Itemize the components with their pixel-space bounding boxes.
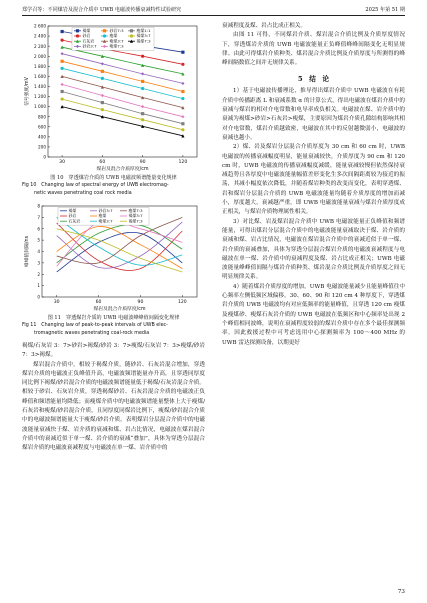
data-point	[60, 97, 63, 100]
y-tick-label: 1 000	[34, 104, 46, 110]
figure-11-caption-en1: Fig 11 Changing law of peak-to-peak intervals of UWB elec-	[22, 323, 168, 328]
data-point	[181, 115, 184, 118]
data-point	[181, 82, 184, 85]
data-point	[60, 60, 63, 63]
left-paragraph: 褐煤/石灰岩 3：7>砂岩>褐煤/砂岩 3：7>瘦煤/石灰岩 7：3>瘦煤/砂岩 7：3>褐煤。	[22, 343, 205, 359]
data-point	[181, 51, 184, 54]
conclusion-item: 2）煤、岩及煤岩分层混合介质厚度为 30 cm 和 60 cm 时，UWB 电磁波的传播衰减幅度明显，能量衰减较快，介质厚度为 90 cm 和 120 cm 时，UWB 电磁波的传播衰减幅度减缓，能量衰减较慢但依然保持衰减趋势且各厚度中电磁波能量幅值差形变化生多次间隔距离较为接近的振荡，其减小幅度依次降低，并随着煤岩种类的改变而变化，表明穿透煤、岩和煤岩分层混合介质的 UWB 电磁波能量均随着介质厚度的增加而减小，厚度越大，衰减越严重，即 UWB 电磁波能量衰减与煤岩介质厚度成正相关，与煤岩介质物理属性相关。	[222, 144, 405, 216]
legend-label: 砂岩3:7	[82, 43, 97, 49]
data-point	[60, 30, 63, 33]
legend-label: 瘦煤7:3	[109, 43, 124, 49]
series-line	[62, 107, 183, 136]
y-tick-label: 2 200	[34, 43, 46, 49]
legend-label: 砂岩7:3	[109, 28, 124, 33]
legend-label: 褐煤3:7	[128, 213, 143, 219]
y-tick-label: 2 000	[34, 53, 46, 59]
series-line	[62, 54, 183, 84]
y-tick-label: 1	[37, 283, 40, 289]
left-paragraph: 煤岩混合介质中，相较于褐煤介质，随砂岩、石灰岩混合增加，穿透煤岩介质的电磁波正负峰值升高，电磁波频谱能量亦升高，且穿透同厚度同比例下褐煤/砂岩混合介质的电磁波频谱能量低于褐煤/石灰岩混合介质。相较于砂岩、石灰岩介质，穿透褐煤砂岩、石灰岩混合介质的电磁波正负峰值和频谱能量均降低；而瘦煤介质中的电磁波频谱能量整体上大于瘦煤/石灰岩和瘦煤/砂岩混合介质，且同厚度同煤岩比例下，瘦煤/砂岩混合介质中的电磁波频谱能量大于瘦煤/砂岩介质。表明煤岩分层混合介质中的电磁波能量衰减快于煤、岩介质的衰减和煤、岩占比情况，电磁波在煤岩混合介质中的衰减近似于单一煤、岩介质的衰减“叠加”，具体为穿透分层混合煤岩介质的电磁波衰减程度与电磁波在单一煤、岩介质中的	[22, 361, 205, 452]
data-point	[60, 90, 63, 93]
data-point	[181, 122, 184, 125]
data-point	[60, 52, 63, 55]
figure-10	[22, 22, 205, 174]
data-point	[101, 77, 104, 80]
x-tick-label: 90	[137, 300, 144, 305]
legend-label: 瘦煤	[109, 33, 118, 39]
figure-10-caption	[22, 174, 205, 198]
page-number: 73	[397, 589, 405, 595]
data-point	[101, 70, 104, 73]
series-line	[57, 220, 183, 266]
figure-11-caption-cn: 图 11 穿透煤岩介质的 UWB 电磁波峰峰值间隔变化规律	[47, 315, 180, 321]
series-line	[62, 92, 183, 124]
legend-marker	[103, 34, 106, 37]
data-point	[181, 128, 184, 131]
series-瘦煤3:7	[60, 75, 184, 109]
conclusion-item: 3）对比煤、岩及煤岩混合介质中 UWB 电磁波能量正负峰值和频谱能量，可得出煤岩分层混合介质中的电磁波能量衰减取决于煤、岩介质的衰减和煤、岩占比情况，电磁波在煤岩混合介质中的衰减近似于单一煤、岩介质的衰减叠加，具体为穿透分层混合煤岩介质的电磁波衰减程度与电磁波在单一煤、岩介质中的衰减程度及煤、岩占比成正相关；UWB 电磁波能量峰峰值间隔与煤岩介质种类、煤岩混合介质比例及介质厚度之间无明显规律关系。	[222, 218, 405, 281]
x-tick-label: 60	[95, 300, 102, 305]
legend	[72, 28, 154, 51]
conclusion-item: 1）基于电磁波传播理论，推导得出煤岩介质中 UWB 电磁波在有耗介质中传播距离 L 和衰减系数 α 的计算公式，得出电磁波在煤岩介质中的衰减与煤岩的相对介电常数和电导率成负相关。电磁波在煤、岩介质中的衰减为褐煤>砂岩>石灰岩>瘦煤，主要原因为煤岩介质孔隙结构影响其相对介电常数，煤岩介质越致密，电磁波在其中的反射越微弱小，电磁波的衰减也越小。	[222, 88, 405, 141]
series-line	[62, 84, 183, 116]
y-tick-label: 600	[38, 124, 46, 130]
data-point	[141, 105, 144, 108]
y-tick-label: 5	[37, 237, 40, 243]
data-point	[60, 83, 63, 86]
series-瘦煤7:3	[60, 83, 184, 118]
legend-label: 砂岩3:7	[98, 208, 113, 213]
y-tick-label: 6	[37, 226, 40, 232]
x-tick-label: 30	[53, 300, 60, 305]
legend-label: 砂岩	[82, 33, 91, 39]
legend-label: 瘦煤7:3	[128, 208, 143, 213]
series-瘦煤	[60, 67, 184, 100]
y-tick-label: 3	[37, 260, 40, 266]
legend-label: 褐煤7:3	[128, 218, 143, 224]
data-point	[181, 90, 184, 93]
legend-label: 瘦煤1:1	[136, 28, 151, 33]
y-tick-label: 2 400	[34, 33, 46, 39]
y-axis-label: 信号强度/mV	[25, 77, 30, 106]
header-left: 郑学召等：不同煤岩及混合介质中 UWB 电磁波传播衰减特性试验研究	[22, 7, 182, 13]
legend-label: 砂岩	[68, 213, 77, 219]
right-paragraph: 由图 11 可得，不同煤岩介质、煤岩混合介质比例及介质厚度情况下，穿透煤岩介质的 UWB 电磁波能量正负峰值峰峰间隔变化无明显规律。由此可得煤岩介质种类、煤岩混合介质比例及介质厚度与所测得的峰峰间隔数值之间并无规律关系。	[222, 32, 405, 67]
legend-label: 褐煤	[68, 208, 77, 213]
x-tick-label: 120	[178, 160, 188, 165]
series-瘦煤1:1	[60, 90, 184, 125]
y-tick-label: 200	[38, 144, 46, 150]
legend-label: 褐煤	[82, 28, 91, 33]
right-intro-text	[222, 22, 405, 68]
right-paragraph: 衰减程度及煤、岩占比成正相关。	[222, 23, 306, 29]
y-tick-label: 1 800	[34, 63, 46, 69]
y-axis-label: 峰峰值间隔/ns	[25, 235, 30, 268]
data-point	[101, 62, 104, 65]
data-point	[60, 39, 63, 42]
figure-11-caption	[22, 314, 205, 338]
series-line	[62, 68, 183, 98]
data-point	[141, 118, 144, 121]
header-right: 2025 年第 51 期	[365, 7, 405, 13]
y-tick-label: 1 600	[34, 73, 46, 79]
right-column	[222, 22, 405, 348]
y-tick-label: 2 600	[34, 23, 46, 29]
series-line	[62, 99, 183, 130]
x-axis-label: 煤岩及混合介质厚度/cm	[93, 307, 146, 312]
data-point	[141, 55, 144, 58]
x-tick-label: 120	[177, 300, 187, 305]
legend-label: 褐煤3:7	[136, 33, 151, 39]
y-tick-label: 800	[38, 114, 46, 120]
data-point	[101, 94, 104, 97]
legend-label: 瘦煤3:7	[98, 218, 113, 224]
y-tick-label: 400	[38, 134, 46, 140]
data-point	[141, 112, 144, 115]
data-point	[181, 97, 184, 100]
series-褐煤3:7	[57, 220, 183, 266]
legend-label: 瘦煤3:7	[109, 38, 124, 44]
figure-10-caption-en2: netic waves penetrating coal rock media	[34, 191, 132, 196]
data-point	[141, 87, 144, 90]
series-砂岩7:3	[60, 60, 184, 93]
series-褐煤7:3	[60, 105, 184, 137]
legend	[58, 208, 149, 226]
data-point	[181, 63, 184, 66]
y-tick-label: 1 400	[34, 84, 46, 90]
y-tick-label: 4	[37, 249, 40, 255]
y-tick-label: 1 200	[34, 94, 46, 100]
x-tick-label: 30	[59, 160, 66, 165]
header-rule	[22, 15, 405, 16]
figure-10-caption-cn: 图 10 穿透煤岩介质的 UWB 电磁波频谱能量变化规律	[50, 175, 177, 181]
legend-label: 瘦煤	[98, 213, 107, 219]
legend-marker	[130, 29, 133, 32]
x-axis-label: 煤岩及混合介质厚度/cm	[96, 167, 149, 172]
conclusion-item: 4）随着煤岩介质厚度的增加，UWB 电磁波能量减少且能量峰值往中心频率左侧低频区域偏移。30、60、90 和 120 cm 4 种厚度下，穿透煤岩介质的 UWB 电磁波均有对应低频率的能量峰值，且穿透 120 cm 瘦煤及瘦煤砂、瘦煤石灰岩介质的 UWB 电磁波在低频区和中心频率处出现 2 个峰值相同波峰，说明在衰减程度较弱的煤岩介质中存在多个最佳探测频率。因此救援过程中可考虑选用中心探测频率为 100～400 MHz 的 UWB 雷达探测设备，以期更好	[222, 283, 405, 346]
data-point	[60, 67, 63, 70]
x-tick-label: 90	[139, 160, 146, 165]
left-body-text	[22, 342, 205, 454]
data-point	[141, 80, 144, 83]
figure-10-caption-en1: Fig 10 Changing law of spectral energy of UWB electromag-	[22, 183, 169, 188]
legend-marker	[76, 29, 79, 32]
x-tick-label: 60	[99, 160, 106, 165]
data-point	[101, 101, 104, 104]
legend-marker	[130, 34, 133, 37]
data-point	[141, 72, 144, 75]
page-header	[0, 0, 427, 18]
series-line	[62, 61, 183, 91]
left-column	[22, 22, 205, 454]
series-砂岩3:7	[60, 52, 184, 85]
y-tick-label: 0	[43, 154, 46, 160]
y-tick-label: 7	[37, 214, 40, 220]
legend-label: 褐煤7:3	[136, 38, 151, 44]
y-tick-label: 8	[37, 203, 40, 209]
y-tick-label: 2	[37, 271, 40, 277]
legend-marker	[103, 29, 106, 32]
series-line	[62, 76, 183, 107]
legend-label: 石灰岩	[68, 218, 81, 224]
series-褐煤3:7	[60, 97, 184, 131]
section-title: 5 结 论	[298, 75, 329, 84]
figure-10-chart	[22, 22, 205, 174]
y-tick-label: 0	[37, 294, 40, 300]
legend-marker	[76, 34, 79, 37]
data-point	[101, 108, 104, 111]
conclusions-text	[222, 87, 405, 347]
figure-11-caption-en2: tromagnetic waves penetrating coal-rock media	[34, 331, 150, 336]
figure-11	[22, 202, 205, 314]
legend-label: 石灰岩	[82, 38, 95, 44]
figure-11-chart	[22, 202, 205, 314]
